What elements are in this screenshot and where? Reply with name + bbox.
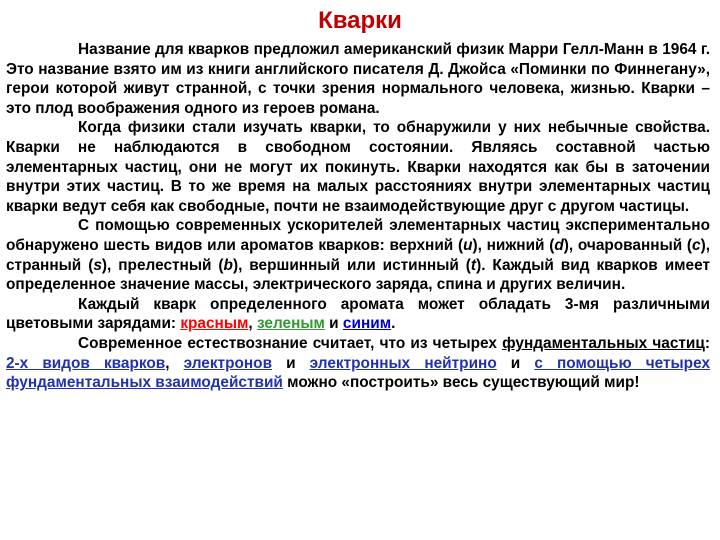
text-run: и: [272, 354, 310, 372]
text-run: :: [704, 334, 710, 352]
quark-kinds-link[interactable]: 2-х видов кварков: [6, 354, 166, 372]
quark-t: t: [470, 256, 477, 274]
text-run: можно «построить» весь существующий мир!: [282, 374, 640, 392]
quark-b: b: [223, 256, 233, 274]
paragraph-colors: [6, 295, 710, 334]
fundamental-interactions-link[interactable]: с помощью четырех фундаментальных взаимодействий: [6, 354, 711, 392]
text-run: и: [496, 354, 535, 372]
quark-s: s: [93, 256, 102, 274]
text-run: Современное естествознание считает, что из четырех: [78, 334, 503, 352]
quark-d: d: [554, 236, 564, 254]
quark-u: u: [463, 236, 473, 254]
text-run: и: [324, 315, 343, 333]
quark-c: c: [692, 236, 701, 254]
paragraph-origin: Название для кварков предложил американский физик Марри Гелл-Манн в 1964 г. Это название взято им из книги английского писателя Д. Джойса «Поминки по Финнегану», герои которой живут странной, с точки зрения нормального человека, жизнью. Кварки – это плод воображения одного из героев романа.: [6, 41, 710, 117]
text-run: ), странный (: [6, 236, 710, 274]
text-run: С помощью современных ускорителей элементарных частиц экспериментально обнаружено шесть видов или ароматов кварков: верхний (: [6, 217, 710, 254]
color-green-word: зеленым: [256, 315, 325, 333]
electrons-link[interactable]: электронов: [183, 354, 273, 372]
text-run: ,: [248, 315, 257, 333]
text-run: ), очарованный (: [563, 236, 693, 254]
text-run: ). Каждый вид кварков имеет определенное значение массы, электрического заряда, спина и других величин.: [6, 256, 710, 294]
slide-title: Кварки: [318, 7, 402, 34]
text-run: ,: [165, 354, 184, 372]
text-run: Каждый кварк определенного аромата может обладать 3-мя различными цветовыми зарядами:: [6, 295, 710, 333]
text-run: ), нижний (: [472, 236, 555, 254]
electron-neutrino-link[interactable]: электронных нейтрино: [309, 354, 497, 372]
paragraph-conclusion: [6, 334, 710, 393]
text-run: ), вершинный или истинный (: [232, 256, 471, 274]
text-run: .: [391, 315, 396, 333]
color-red-word: красным: [180, 315, 249, 333]
slide-body: [6, 40, 710, 393]
paragraph-flavors: [6, 216, 710, 294]
fundamental-particles-link[interactable]: фундаментальных частиц: [502, 334, 705, 352]
paragraph-properties: Когда физики стали изучать кварки, то обнаружили у них небычные свойства. Кварки не наблюдаются в свободном состоянии. Являясь составной частью элементарных частиц, они не могут их покинуть. Кварки находятся как бы в заточении внутри этих частиц. В то же время на малых расстояниях внутри элементарных частиц кварки ведут себя как свободные, почти не взаимодействующие друг с другом частицы.: [6, 119, 710, 215]
color-blue-word: синим: [342, 315, 392, 333]
text-run: ), прелестный (: [101, 256, 224, 274]
